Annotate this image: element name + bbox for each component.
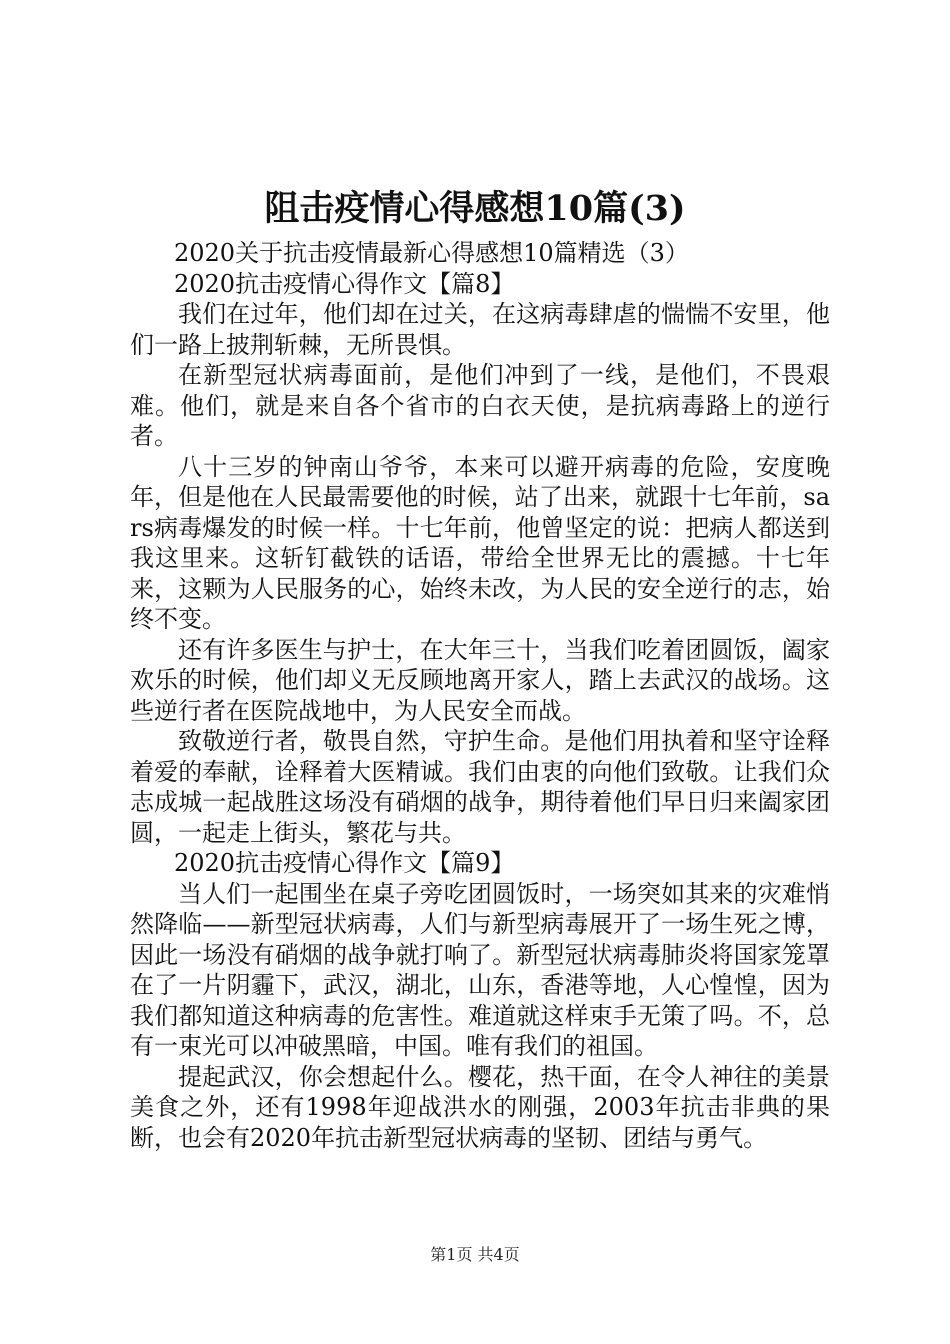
paragraph: 我们在过年，他们却在过关，在这病毒肆虐的惴惴不安里，他们一路上披荆斩棘，无所畏惧。 [130, 300, 830, 359]
paragraph: 提起武汉，你会想起什么。樱花，热干面，在令人神往的美景美食之外，还有1998年迎战洪水的刚强，2003年抗击非典的果断，也会有2020年抗击新型冠状病毒的坚韧、团结与勇气。 [130, 1062, 830, 1152]
section-heading-9: 2020抗击疫情心得作文【篇9】 [174, 849, 515, 877]
section-heading-8: 2020抗击疫情心得作文【篇8】 [174, 269, 515, 298]
intro-line: 2020关于抗击疫情最新心得感想10篇精选（3） [174, 239, 689, 267]
paragraph: 致敬逆行者，敬畏自然，守护生命。是他们用执着和坚守诠释着爱的奉献，诠释着大医精诚。我们由衷的向他们致敬。让我们众志成城一起战胜这场没有硝烟的战争，期待着他们早日归来阖家团圆，一起走上街头，繁花与共。 [130, 727, 830, 847]
paragraph: 八十三岁的钟南山爷爷，本来可以避开病毒的危险，安度晚年，但是他在人民最需要他的时候，站了出来，就跟十七年前，sars病毒爆发的时候一样。十七年前，他曾坚定的说：把病人都送到我这里来。这斩钉截铁的话语，带给全世界无比的震撼。十七年来，这颗为人民服务的心，始终未改，为人民的安全逆行的志，始终不变。 [130, 452, 830, 633]
document-title: 阻击疫情心得感想10篇(3) [264, 188, 686, 229]
page-footer: 第1页 共4页 [430, 1245, 520, 1264]
paragraph: 在新型冠状病毒面前，是他们冲到了一线，是他们，不畏艰难。他们，就是来自各个省市的白衣天使，是抗病毒路上的逆行者。 [130, 361, 830, 450]
document-body [130, 238, 830, 1153]
paragraph: 当人们一起围坐在桌子旁吃团圆饭时，一场突如其来的灾难悄然降临——新型冠状病毒，人们与新型病毒展开了一场生死之博，因此一场没有硝烟的战争就打响了。新型冠状病毒肺炎将国家笼罩在了一片阴霾下，武汉，湖北，山东，香港等地，人心惶惶，因为我们都知道这种病毒的危害性。难道就这样束手无策了吗。不，总有一束光可以冲破黑暗，中国。唯有我们的祖国。 [130, 879, 830, 1060]
paragraph: 还有许多医生与护士，在大年三十，当我们吃着团圆饭，阖家欢乐的时候，他们却义无反顾地离开家人，踏上去武汉的战场。这些逆行者在医院战地中，为人民安全而战。 [130, 635, 830, 725]
